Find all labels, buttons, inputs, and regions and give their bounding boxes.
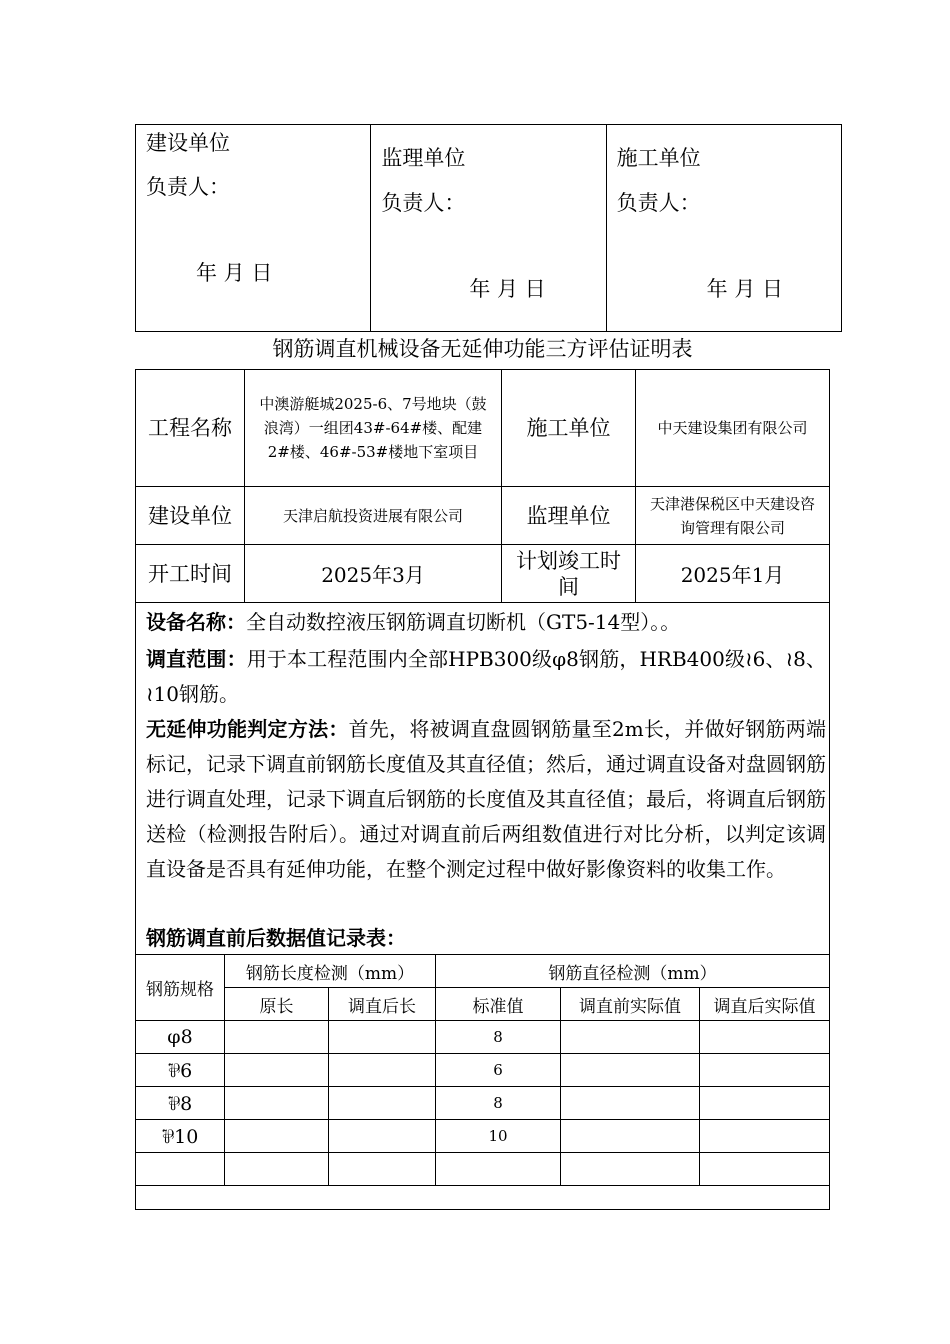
data-cell [561, 1120, 700, 1153]
method-text: 首先，将被调直盘圆钢筋量至2m长，并做好钢筋两端标记，记录下调直前钢筋长度值及其直径值；然后，通过调直设备对盘圆钢筋进行调直处理，记录下调直后钢筋的长度值及其直径值；最后，将调直后钢筋送检（检测报告附后）。通过对调直前后两组数值进行对比分析，以判定该调直设备是否具有延伸功能，在整个测定过程中做好影像资料的收集工作。 [146, 717, 826, 881]
spec-cell: φ8 [136, 1021, 225, 1054]
signature-cell-owner [136, 125, 371, 332]
table-row [136, 1021, 830, 1054]
contractor-value: 中天建设集团有限公司 [636, 370, 830, 487]
description-block [135, 602, 830, 954]
data-cell [561, 1021, 700, 1054]
owner-value: 天津启航投资进展有限公司 [245, 487, 502, 545]
signature-person-label: 负责人： [381, 191, 466, 215]
data-cell [225, 1153, 329, 1186]
signature-unit-label: 监理单位 [381, 146, 466, 170]
data-cell [700, 1120, 830, 1153]
length-header: 钢筋长度检测（mm） [225, 955, 436, 988]
equipment-paragraph [146, 605, 826, 640]
signature-cell-contractor [606, 125, 841, 332]
owner-label: 建设单位 [136, 487, 245, 545]
range-paragraph [146, 642, 826, 712]
project-name-value: 中澳游艇城2025-6、7号地块（鼓浪湾）一组团43#-64#楼、配建2#楼、46#-53#楼地下室项目 [245, 370, 502, 487]
table-row [136, 1186, 830, 1210]
data-cell [329, 1153, 436, 1186]
data-cell [700, 1153, 830, 1186]
table-row [136, 1153, 830, 1186]
signature-table [135, 124, 842, 332]
signature-unit-label: 施工单位 [616, 146, 701, 170]
data-cell [436, 1153, 561, 1186]
method-paragraph [146, 712, 826, 887]
table-row [136, 1120, 830, 1153]
supervisor-label: 监理单位 [502, 487, 636, 545]
spec-header: 钢筋规格 [136, 955, 225, 1021]
standard-cell: 10 [436, 1120, 561, 1153]
spec-cell: ⅌8 [136, 1087, 225, 1120]
sub-header-before-actual: 调直前实际值 [561, 988, 700, 1021]
project-info-table [135, 369, 830, 603]
standard-cell: 8 [436, 1021, 561, 1054]
footer-cell [136, 1186, 830, 1210]
signature-date-label: 年 月 日 [469, 277, 546, 301]
finish-time-label: 计划竣工时间 [502, 545, 636, 603]
method-label: 无延伸功能判定方法： [146, 717, 349, 741]
standard-cell: 6 [436, 1054, 561, 1087]
data-cell [225, 1054, 329, 1087]
signature-unit-label: 建设单位 [146, 131, 230, 155]
diameter-header: 钢筋直径检测（mm） [436, 955, 830, 988]
equipment-label: 设备名称： [146, 610, 246, 634]
data-cell [329, 1087, 436, 1120]
spec-cell: ⅌6 [136, 1054, 225, 1087]
finish-time-value: 2025年1月 [636, 545, 830, 603]
signature-person-label: 负责人： [616, 191, 701, 215]
data-cell [329, 1054, 436, 1087]
sub-header-original-length: 原长 [225, 988, 329, 1021]
data-cell [561, 1054, 700, 1087]
sub-header-straightened-length: 调直后长 [329, 988, 436, 1021]
table-row [136, 1087, 830, 1120]
data-cell [700, 1054, 830, 1087]
start-time-label: 开工时间 [136, 545, 245, 603]
data-cell [225, 1087, 329, 1120]
data-cell [136, 1153, 225, 1186]
range-text: 用于本工程范围内全部HPB300级φ8钢筋，HRB400级≀6、≀8、≀10钢筋。 [146, 647, 827, 706]
record-table [135, 954, 830, 1210]
table-row [136, 1054, 830, 1087]
data-cell [329, 1021, 436, 1054]
spec-cell: ⅌10 [136, 1120, 225, 1153]
data-cell [329, 1120, 436, 1153]
signature-date-label: 年 月 日 [706, 277, 784, 301]
equipment-text: 全自动数控液压钢筋调直切断机（GT5-14型）。。 [246, 610, 681, 634]
data-cell [700, 1087, 830, 1120]
signature-date-label: 年 月 日 [196, 261, 273, 285]
start-time-value: 2025年3月 [245, 545, 502, 603]
sub-header-after-actual: 调直后实际值 [700, 988, 830, 1021]
data-cell [225, 1021, 329, 1054]
data-cell [225, 1120, 329, 1153]
contractor-label: 施工单位 [502, 370, 636, 487]
supervisor-value: 天津港保税区中天建设咨询管理有限公司 [636, 487, 830, 545]
project-name-label: 工程名称 [136, 370, 245, 487]
sub-header-standard: 标准值 [436, 988, 561, 1021]
signature-cell-supervisor [371, 125, 606, 332]
data-cell [561, 1087, 700, 1120]
data-cell [700, 1021, 830, 1054]
record-heading-label: 钢筋调直前后数据值记录表： [146, 926, 406, 950]
signature-person-label: 负责人： [146, 175, 230, 199]
range-label: 调直范围： [146, 647, 247, 671]
record-heading [146, 921, 826, 956]
page-title: 钢筋调直机械设备无延伸功能三方评估证明表 [272, 337, 693, 361]
data-cell [561, 1153, 700, 1186]
standard-cell: 8 [436, 1087, 561, 1120]
